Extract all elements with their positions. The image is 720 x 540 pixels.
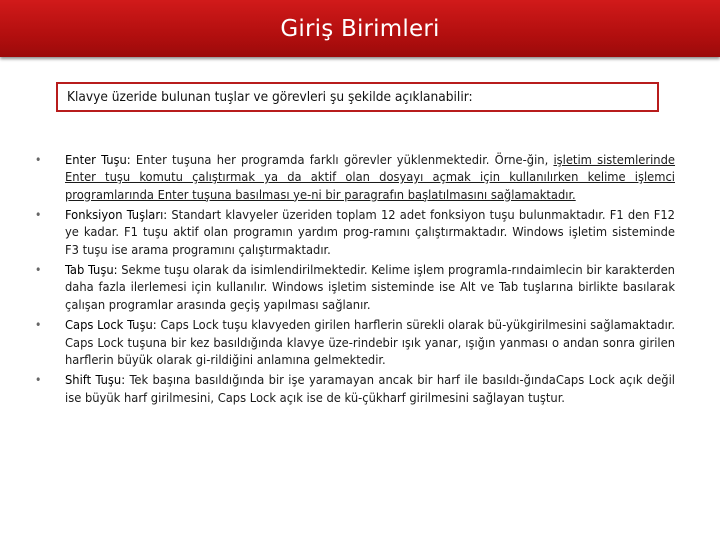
bullet-term: Fonksiyon Tuşları: bbox=[65, 208, 168, 224]
title-bar bbox=[0, 0, 720, 57]
bullet-term: Enter Tuşu: bbox=[65, 153, 131, 168]
bullet-term: Tab Tuşu: bbox=[65, 263, 118, 279]
bullet-text: Tek başına basıldığında bir işe yaramayan ancak bir harf ile basıldı-ğındaCaps Lock açık değil ise büyük harf girilmesini, Caps Lock açık ise de kü-çükharf girilmesini sağlayan tuştur. bbox=[65, 373, 675, 406]
bullet-text: Caps Lock tuşu klavyeden girilen harflerin sürekli olarak bü-yükgirilmesini sağlamaktadır. Caps Lock tuşuna bir kez basıldığında klavye üze-rindebir ışık yanar, ışığın yanması o andan sonra girilen harflerin büyük olarak gi-rildiğini anlamına gelmektedir. bbox=[65, 318, 675, 368]
intro-text: Klavye üzeride bulunan tuşlar ve görevleri şu şekilde açıklanabilir: bbox=[67, 89, 473, 105]
bullet-item-function-keys bbox=[35, 207, 675, 259]
bullet-dot-icon: • bbox=[35, 263, 42, 278]
page-title: Giriş Birimleri bbox=[280, 15, 440, 42]
bullet-item-caps-lock bbox=[35, 317, 675, 369]
bullet-text: Sekme tuşu olarak da isimlendirilmektedir. Kelime işlem programla-rındaimlecin bir karakterden daha fazla ilerlemesi için kullanılır. Windows işletim sisteminde ise Alt ve Tab tuşlarına birlikte basılarak çalışan programlar arasında geçiş yapılması sağlanır. bbox=[65, 263, 675, 313]
bullet-term: Caps Lock Tuşu: bbox=[65, 318, 157, 334]
bullet-dot-icon: • bbox=[35, 318, 42, 333]
bullet-item-shift bbox=[35, 372, 675, 407]
bullet-text: Standart klavyeler üzeriden toplam 12 adet fonksiyon tuşu bulunmaktadır. F1 den F12 ye kadar. F1 tuşu aktif olan programın yardım prog-ramını çalıştırmaktadır. Windows işletim sisteminde F3 tuşu ise arama programını çalıştırmaktadır. bbox=[65, 208, 675, 258]
bullet-item-tab bbox=[35, 262, 675, 314]
bullet-dot-icon: • bbox=[35, 208, 42, 223]
bullet-term: Shift Tuşu: bbox=[65, 373, 126, 389]
bullet-dot-icon: • bbox=[35, 373, 42, 388]
bullet-text: Enter tuşuna her programda farklı görevler yüklenmektedir. Örne-ğin, bbox=[130, 153, 554, 168]
bullet-dot-icon: • bbox=[35, 153, 42, 167]
bullet-list bbox=[35, 152, 675, 410]
bullet-item-enter bbox=[35, 152, 675, 204]
bullet-underlined-text: işletim sistemlerinde Enter tuşu komutu çalıştırmak ya da aktif olan dosyayı açmak için kullanılırken kelime işlemci programlarında Enter tuşuna basılması ye-ni bir paragrafın başlatılmasını sağlamaktadır. bbox=[65, 153, 676, 203]
intro-box bbox=[56, 82, 659, 112]
